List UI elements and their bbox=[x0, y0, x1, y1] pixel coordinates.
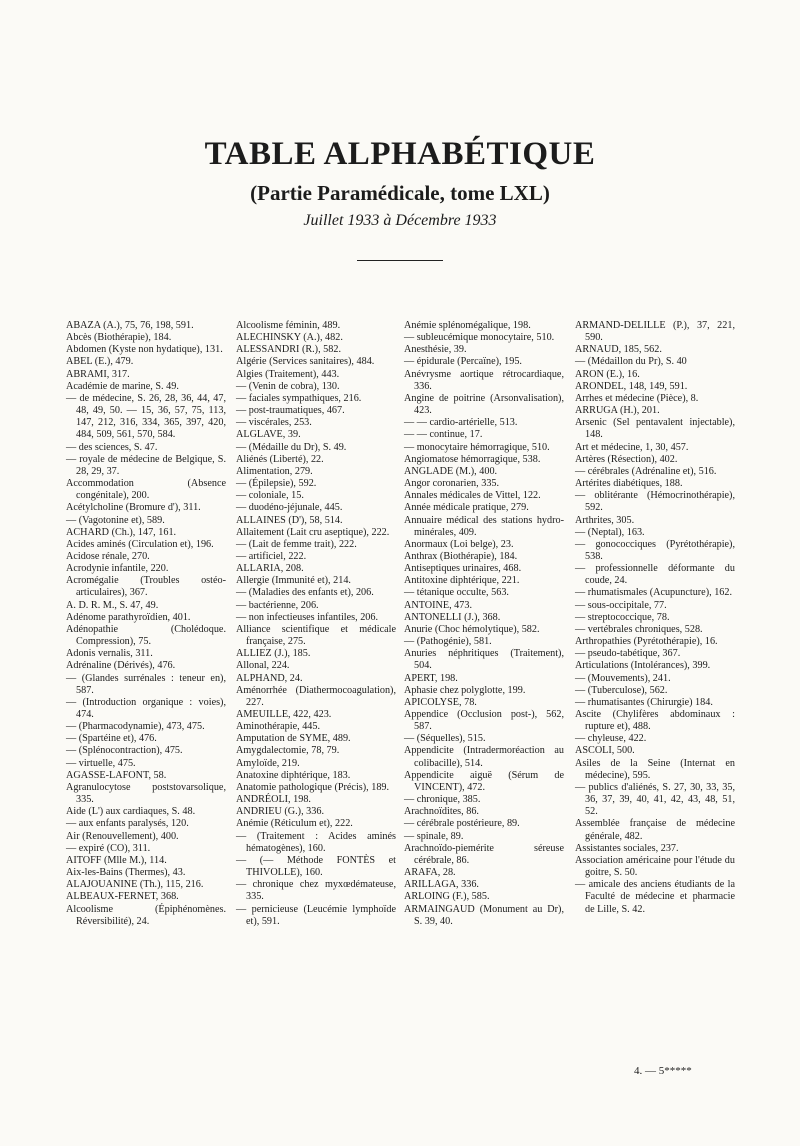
index-entry: ARMAINGAUD (Monument au Dr), S. 39, 40. bbox=[404, 903, 564, 927]
index-entry: — non infectieuses infantiles, 206. bbox=[236, 611, 379, 623]
index-entry: — bactérienne, 206. bbox=[236, 599, 319, 611]
index-entry: — (Médaillon du Pr), S. 40 bbox=[575, 356, 687, 368]
index-entry: Aminothérapie, 445. bbox=[236, 721, 321, 733]
index-column-2 bbox=[236, 320, 396, 928]
index-entry: Adrénaline (Dérivés), 476. bbox=[66, 660, 176, 672]
index-entry: ARMAND-DELILLE (P.), 37, 221, 590. bbox=[575, 320, 735, 344]
index-entry: — spinale, 89. bbox=[404, 830, 464, 842]
index-entry: ARLOING (F.), 585. bbox=[404, 891, 490, 903]
index-entry: — rhumatisantes (Chirurgie) 184. bbox=[575, 696, 713, 708]
index-entry: ALLAINES (D'), 58, 514. bbox=[236, 514, 343, 526]
index-entry: ALBEAUX-FERNET, 368. bbox=[66, 891, 179, 903]
index-entry: Acidose rénale, 270. bbox=[66, 550, 150, 562]
index-entry: — tétanique occulte, 563. bbox=[404, 587, 509, 599]
index-entry: — vertébrales chroniques, 528. bbox=[575, 623, 703, 635]
index-entry: Anuries néphritiques (Traitement), 504. bbox=[404, 648, 564, 672]
index-column-4 bbox=[575, 320, 735, 916]
page-title: TABLE ALPHABÉTIQUE bbox=[204, 136, 596, 172]
index-entry: ARNAUD, 185, 562. bbox=[575, 344, 662, 356]
index-entry: — aux enfants paralysés, 120. bbox=[66, 818, 189, 830]
index-entry: — monocytaire hémorragique, 510. bbox=[404, 441, 550, 453]
index-entry: ACHARD (Ch.), 147, 161. bbox=[66, 526, 177, 538]
index-entry: ARILLAGA, 336. bbox=[404, 879, 479, 891]
index-entry: Angiomatose hémorragique, 538. bbox=[404, 453, 541, 465]
index-entry: Assistantes sociales, 237. bbox=[575, 842, 679, 854]
index-entry: Angor coronarien, 335. bbox=[404, 478, 500, 490]
index-entry: Aliénés (Liberté), 22. bbox=[236, 453, 324, 465]
index-entry: Arrhes et médecine (Pièce), 8. bbox=[575, 392, 699, 404]
index-entry: — oblitérante (Hémocrinothérapie), 592. bbox=[575, 490, 735, 514]
index-entry: — streptococcique, 78. bbox=[575, 611, 670, 623]
index-entry: — (Pharmacodynamie), 473, 475. bbox=[66, 721, 205, 733]
index-entry: Amygdalectomie, 78, 79. bbox=[236, 745, 340, 757]
index-entry: ARON (E.), 16. bbox=[575, 368, 640, 380]
index-entry: Algérie (Services sanitaires), 484. bbox=[236, 356, 375, 368]
index-entry: — expiré (CO), 311. bbox=[66, 842, 151, 854]
index-entry: Allergie (Immunité et), 214. bbox=[236, 575, 351, 587]
page-number: 4. — 5***** bbox=[634, 1065, 692, 1077]
index-entry: — coloniale, 15. bbox=[236, 490, 304, 502]
index-entry: Alcoolisme féminin, 489. bbox=[236, 320, 341, 331]
index-entry: — royale de médecine de Belgique, S. 28, 29, 37. bbox=[66, 453, 226, 477]
index-entry: Acromégalie (Troubles ostéo-articulaires), 367. bbox=[66, 575, 226, 599]
index-entry: Aménorrhée (Diathermocoagulation), 227. bbox=[236, 684, 396, 708]
index-entry: Anatomie pathologique (Précis), 189. bbox=[236, 781, 390, 793]
index-entry: — chronique, 385. bbox=[404, 794, 481, 806]
index-entry: ALLARIA, 208. bbox=[236, 563, 304, 575]
index-entry: ANDRÉOLI, 198. bbox=[236, 794, 311, 806]
index-entry: ALECHINSKY (A.), 482. bbox=[236, 332, 343, 344]
index-entry: Acétylcholine (Bromure d'), 311. bbox=[66, 502, 201, 514]
index-entry: — (Introduction organique : voies), 474. bbox=[66, 696, 226, 720]
index-entry: — duodéno-jéjunale, 445. bbox=[236, 502, 343, 514]
index-entry: Aix-les-Bains (Thermes), 43. bbox=[66, 867, 186, 879]
index-entry: ANTOINE, 473. bbox=[404, 599, 473, 611]
index-entry: — publics d'aliénés, S. 27, 30, 33, 35, 36, 37, 39, 40, 41, 42, 43, 48, 51, 52. bbox=[575, 781, 735, 818]
index-entry: Anthrax (Biothérapie), 184. bbox=[404, 550, 518, 562]
index-entry: Alliance scientifique et médicale française, 275. bbox=[236, 623, 396, 648]
index-entry: Abcès (Biothérapie), 184. bbox=[66, 332, 172, 344]
index-entry: — pseudo-tabétique, 367. bbox=[575, 648, 681, 660]
index-entry: AMEUILLE, 422, 423. bbox=[236, 709, 332, 720]
index-entry: Adonis vernalis, 311. bbox=[66, 648, 153, 660]
index-entry: Antitoxine diphtérique, 221. bbox=[404, 575, 520, 587]
index-entry: Arachnoïdo-piemérite séreuse cérébrale, 86. bbox=[404, 842, 564, 866]
index-entry: Algies (Traitement), 443. bbox=[236, 368, 340, 380]
index-entry: — faciales sympathiques, 216. bbox=[236, 392, 362, 404]
index-entry: ABAZA (A.), 75, 76, 198, 591. bbox=[66, 320, 194, 331]
index-column-1 bbox=[66, 320, 226, 928]
index-entry: Alimentation, 279. bbox=[236, 465, 313, 477]
index-entry: Adénome parathyroïdien, 401. bbox=[66, 611, 191, 623]
index-entry: — (Neptal), 163. bbox=[575, 526, 645, 538]
index-entry: — chyleuse, 422. bbox=[575, 733, 647, 745]
index-entry: — épidurale (Percaïne), 195. bbox=[404, 356, 522, 368]
title-rule bbox=[357, 260, 443, 261]
index-entry: ABEL (E.), 479. bbox=[66, 356, 134, 368]
index-entry: Anesthésie, 39. bbox=[404, 344, 467, 356]
index-entry: Acrodynie infantile, 220. bbox=[66, 563, 169, 575]
index-entry: AGASSE-LAFONT, 58. bbox=[66, 769, 167, 781]
index-entry: Anémie splénomégalique, 198. bbox=[404, 320, 531, 331]
index-entry: — (Séquelles), 515. bbox=[404, 733, 486, 745]
index-entry: Arsenic (Sel pentavalent injectable), 148. bbox=[575, 417, 735, 441]
index-entry: — pernicieuse (Leucémie lymphoïde et), 591. bbox=[236, 903, 396, 927]
index-entry: — de médecine, S. 26, 28, 36, 44, 47, 48, 49, 50. — 15, 36, 57, 75, 113, 147, 212, 316, 334, 365, 397, 420, 484, 509, 561, 570, 584. bbox=[66, 392, 226, 441]
index-entry: Académie de marine, S. 49. bbox=[66, 380, 179, 392]
index-entry: — — cardio-artérielle, 513. bbox=[404, 417, 518, 429]
index-entry: — (Traitement : Acides aminés hématogènes), 160. bbox=[236, 830, 396, 854]
index-entry: Appendicite aiguë (Sérum de VINCENT), 472. bbox=[404, 769, 564, 793]
index-entry: — (Lait de femme trait), 222. bbox=[236, 538, 357, 550]
index-entry: Allaitement (Lait cru aseptique), 222. bbox=[236, 526, 390, 538]
index-entry: Asiles de la Seine (Internat en médecine), 595. bbox=[575, 757, 735, 781]
index-entry: Accommodation (Absence congénitale), 200. bbox=[66, 478, 226, 502]
index-entry: ARONDEL, 148, 149, 591. bbox=[575, 380, 688, 392]
index-entry: Arachnoïdites, 86. bbox=[404, 806, 479, 818]
date-range: Juillet 1933 à Décembre 1933 bbox=[303, 212, 497, 229]
index-entry: — (Maladies des enfants et), 206. bbox=[236, 587, 374, 599]
index-entry: Anurie (Choc hémolytique), 582. bbox=[404, 623, 540, 635]
index-entry: — gonococciques (Pyrétothérapie), 538. bbox=[575, 538, 735, 562]
index-entry: Anémie (Réticulum et), 222. bbox=[236, 818, 353, 830]
index-entry: Anévrysme aortique rétrocardiaque, 336. bbox=[404, 368, 564, 392]
index-entry: — des sciences, S. 47. bbox=[66, 441, 158, 453]
index-entry: — — continue, 17. bbox=[404, 429, 483, 441]
index-entry: Allonal, 224. bbox=[236, 660, 290, 672]
index-entry: Alcoolisme (Épiphénomènes. Réversibilité), 24. bbox=[66, 903, 226, 927]
index-entry: ALLIEZ (J.), 185. bbox=[236, 648, 311, 660]
index-entry: — sous-occipitale, 77. bbox=[575, 599, 667, 611]
index-entry: ABRAMI, 317. bbox=[66, 368, 130, 380]
index-entry: — professionnelle déformante du coude, 24. bbox=[575, 563, 735, 587]
index-entry: APICOLYSE, 78. bbox=[404, 696, 477, 708]
index-entry: — chronique chez myxœdémateuse, 335. bbox=[236, 879, 396, 903]
index-entry: ALPHAND, 24. bbox=[236, 672, 303, 684]
index-entry: Association américaine pour l'étude du goitre, S. 50. bbox=[575, 854, 735, 879]
index-entry: — subleucémique monocytaire, 510. bbox=[404, 332, 555, 344]
index-entry: Art et médecine, 1, 30, 457. bbox=[575, 441, 689, 453]
index-entry: — (Glandes surrénales : teneur en), 587. bbox=[66, 672, 226, 696]
index-entry: ARRUGA (H.), 201. bbox=[575, 405, 660, 417]
index-entry: — (Tuberculose), 562. bbox=[575, 684, 668, 696]
page-subtitle: (Partie Paramédicale, tome LXL) bbox=[250, 181, 550, 205]
index-entry: Acides aminés (Circulation et), 196. bbox=[66, 538, 214, 550]
index-entry: Aide (L') aux cardiaques, S. 48. bbox=[66, 806, 196, 818]
index-entry: Articulations (Intolérances), 399. bbox=[575, 660, 711, 672]
index-entry: Artères (Résection), 402. bbox=[575, 453, 678, 465]
index-entry: Anatoxine diphtérique, 183. bbox=[236, 769, 351, 781]
index-entry: ANDRIEU (G.), 336. bbox=[236, 806, 324, 818]
index-entry: Amyloïde, 219. bbox=[236, 757, 300, 769]
index-entry: Assemblée française de médecine générale, 482. bbox=[575, 818, 735, 842]
index-entry: — (Vagotonine et), 589. bbox=[66, 514, 165, 526]
index-entry: — amicale des anciens étudiants de la Faculté de médecine et pharmacie de Lille, S. 42. bbox=[575, 879, 735, 915]
index-entry: ARAFA, 28. bbox=[404, 867, 456, 879]
index-entry: Aphasie chez polyglotte, 199. bbox=[404, 684, 526, 696]
index-entry: Appendicite (Intradermoréaction au colibacille), 514. bbox=[404, 745, 564, 769]
index-entry: — virtuelle, 475. bbox=[66, 757, 136, 769]
index-entry: A. D. R. M., S. 47, 49. bbox=[66, 599, 159, 611]
index-entry: — viscérales, 253. bbox=[236, 417, 312, 429]
index-entry: — rhumatismales (Acupuncture), 162. bbox=[575, 587, 733, 599]
index-entry: ALESSANDRI (R.), 582. bbox=[236, 344, 341, 356]
index-entry: Angine de poitrine (Arsonvalisation), 423. bbox=[404, 392, 564, 417]
index-entry: ASCOLI, 500. bbox=[575, 745, 635, 757]
index-entry: — (— Méthode FONTÈS et THIVOLLE), 160. bbox=[236, 854, 396, 879]
index-entry: ALGLAVE, 39. bbox=[236, 429, 301, 441]
index-entry: Agranulocytose poststovarsolique, 335. bbox=[66, 781, 226, 806]
index-entry: — (Médaille du Dr), S. 49. bbox=[236, 441, 347, 453]
index-entry: Anormaux (Loi belge), 23. bbox=[404, 538, 514, 550]
index-entry: APERT, 198. bbox=[404, 672, 458, 684]
index-entry: Arthrites, 305. bbox=[575, 514, 635, 526]
index-entry: Appendice (Occlusion post-), 562, 587. bbox=[404, 709, 564, 733]
index-entry: — (Mouvements), 241. bbox=[575, 672, 671, 684]
index-entry: Artérites diabétiques, 188. bbox=[575, 478, 683, 490]
index-entry: — cérébrale postérieure, 89. bbox=[404, 818, 520, 830]
index-entry: — (Venin de cobra), 130. bbox=[236, 380, 340, 392]
index-entry: ALAJOUANINE (Th.), 115, 216. bbox=[66, 879, 204, 891]
index-entry: Abdomen (Kyste non hydatique), 131. bbox=[66, 344, 223, 356]
index-entry: — (Splénocontraction), 475. bbox=[66, 745, 183, 757]
index-entry: ANGLADE (M.), 400. bbox=[404, 465, 498, 477]
index-entry: Antiseptiques urinaires, 468. bbox=[404, 563, 522, 575]
index-entry: Annales médicales de Vittel, 122. bbox=[404, 490, 541, 502]
index-entry: Amputation de SYME, 489. bbox=[236, 733, 351, 745]
index-entry: AITOFF (Mlle M.), 114. bbox=[66, 854, 167, 866]
index-entry: Adénopathie (Cholédoque. Compression), 75. bbox=[66, 623, 226, 648]
index-entry: Annuaire médical des stations hydro-minérales, 409. bbox=[404, 514, 564, 538]
index-entry: ANTONELLI (J.), 368. bbox=[404, 611, 501, 623]
index-entry: — artificiel, 222. bbox=[236, 550, 307, 562]
index-entry: Année médicale pratique, 279. bbox=[404, 502, 529, 514]
index-column-3 bbox=[404, 320, 564, 928]
index-entry: Arthropathies (Pyrétothérapie), 16. bbox=[575, 636, 718, 648]
index-entry: Air (Renouvellement), 400. bbox=[66, 830, 179, 842]
index-entry: — cérébrales (Adrénaline et), 516. bbox=[575, 465, 717, 477]
index-entry: — (Pathogénie), 581. bbox=[404, 636, 492, 648]
index-entry: — post-traumatiques, 467. bbox=[236, 405, 345, 417]
index-entry: — (Spartéine et), 476. bbox=[66, 733, 157, 745]
index-entry: — (Épilepsie), 592. bbox=[236, 478, 317, 490]
index-entry: Ascite (Chylifères abdominaux : rupture et), 488. bbox=[575, 709, 735, 733]
